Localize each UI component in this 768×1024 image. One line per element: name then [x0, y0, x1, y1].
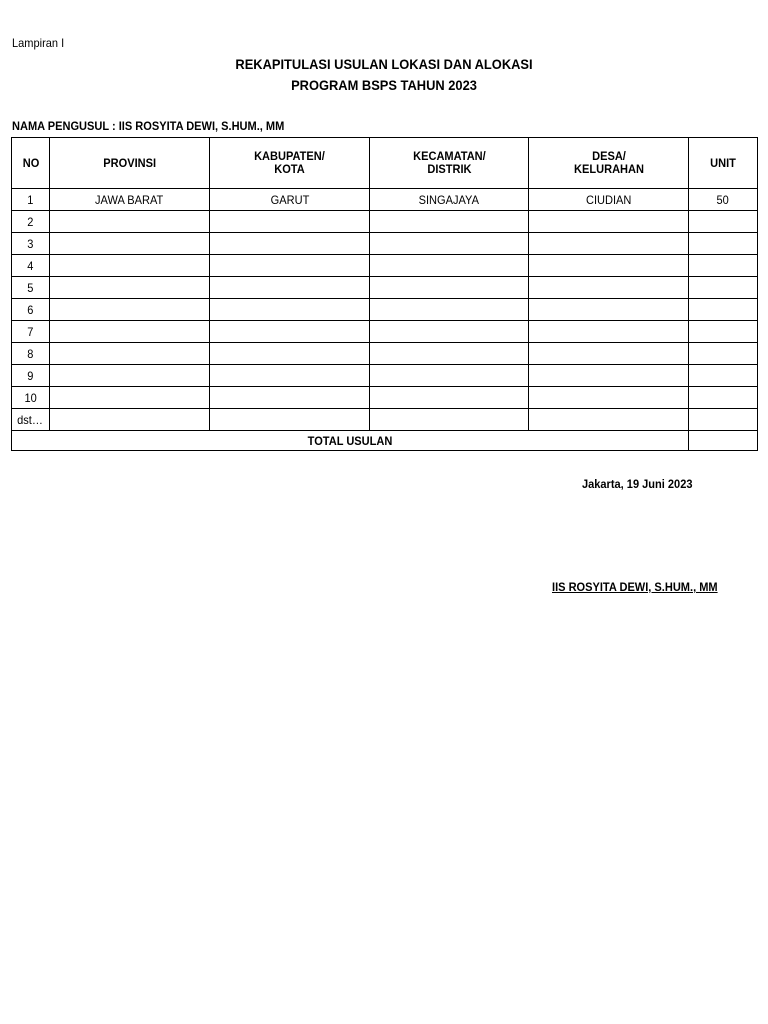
table-row	[12, 189, 758, 211]
total-row	[12, 431, 758, 451]
cell-no: 10	[12, 387, 50, 409]
cell-provinsi	[50, 255, 210, 277]
cell-kabupaten	[210, 299, 370, 321]
table-header-row	[12, 138, 758, 189]
cell-desa	[529, 211, 689, 233]
cell-provinsi: JAWA BARAT	[50, 189, 210, 211]
cell-kecamatan	[370, 299, 529, 321]
document-title-line1: REKAPITULASI USULAN LOKASI DAN ALOKASI	[235, 56, 533, 72]
cell-no: 6	[12, 299, 50, 321]
cell-kabupaten: GARUT	[210, 189, 370, 211]
cell-no: 7	[12, 321, 50, 343]
cell-provinsi	[50, 277, 210, 299]
cell-kecamatan	[370, 365, 529, 387]
cell-desa	[529, 277, 689, 299]
cell-desa	[529, 365, 689, 387]
cell-kecamatan	[370, 255, 529, 277]
cell-unit	[689, 299, 758, 321]
cell-no: 9	[12, 365, 50, 387]
cell-no: 1	[12, 189, 50, 211]
cell-desa	[529, 343, 689, 365]
cell-provinsi	[50, 321, 210, 343]
cell-unit	[689, 365, 758, 387]
cell-desa	[529, 409, 689, 431]
document-title-line2: PROGRAM BSPS TAHUN 2023	[291, 77, 477, 93]
total-value	[689, 431, 758, 451]
cell-kecamatan	[370, 277, 529, 299]
table-row	[12, 409, 758, 431]
signing-date: Jakarta, 19 Juni 2023	[582, 477, 693, 491]
attachment-label: Lampiran I	[12, 36, 65, 50]
cell-kabupaten	[210, 387, 370, 409]
cell-desa	[529, 299, 689, 321]
cell-no: 5	[12, 277, 50, 299]
cell-kecamatan: SINGAJAYA	[370, 189, 529, 211]
cell-provinsi	[50, 409, 210, 431]
signer-name: IIS ROSYITA DEWI, S.HUM., MM	[552, 580, 718, 594]
cell-kabupaten	[210, 321, 370, 343]
cell-provinsi	[50, 343, 210, 365]
cell-provinsi	[50, 211, 210, 233]
cell-unit	[689, 343, 758, 365]
table-body	[12, 189, 758, 431]
cell-unit	[689, 321, 758, 343]
cell-kabupaten	[210, 255, 370, 277]
cell-kabupaten	[210, 409, 370, 431]
cell-kecamatan	[370, 233, 529, 255]
cell-kecamatan	[370, 211, 529, 233]
cell-unit	[689, 233, 758, 255]
proposer-name: NAMA PENGUSUL : IIS ROSYITA DEWI, S.HUM., MM	[12, 119, 285, 133]
cell-kecamatan	[370, 409, 529, 431]
cell-unit	[689, 277, 758, 299]
cell-unit	[689, 409, 758, 431]
cell-desa	[529, 387, 689, 409]
cell-kabupaten	[210, 365, 370, 387]
cell-unit: 50	[689, 189, 758, 211]
cell-desa: CIUDIAN	[529, 189, 689, 211]
table-row	[12, 321, 758, 343]
cell-desa	[529, 233, 689, 255]
table-row	[12, 255, 758, 277]
cell-no: 2	[12, 211, 50, 233]
table-row	[12, 365, 758, 387]
column-header-kabupaten: KABUPATEN/ KOTA	[210, 138, 370, 189]
cell-desa	[529, 255, 689, 277]
column-header-kecamatan: KECAMATAN/ DISTRIK	[370, 138, 529, 189]
cell-no: 8	[12, 343, 50, 365]
cell-no: dst…	[12, 409, 50, 431]
recap-table	[11, 137, 758, 451]
column-header-unit: UNIT	[689, 138, 758, 189]
total-label: TOTAL USULAN	[12, 431, 689, 451]
column-header-provinsi: PROVINSI	[50, 138, 210, 189]
table-row	[12, 387, 758, 409]
table-row	[12, 211, 758, 233]
cell-no: 4	[12, 255, 50, 277]
cell-provinsi	[50, 233, 210, 255]
cell-kabupaten	[210, 343, 370, 365]
cell-kabupaten	[210, 277, 370, 299]
table-row	[12, 343, 758, 365]
table-row	[12, 299, 758, 321]
cell-unit	[689, 255, 758, 277]
cell-provinsi	[50, 365, 210, 387]
column-header-no: NO	[12, 138, 50, 189]
table-row	[12, 233, 758, 255]
cell-no: 3	[12, 233, 50, 255]
cell-kabupaten	[210, 211, 370, 233]
cell-unit	[689, 387, 758, 409]
cell-kecamatan	[370, 343, 529, 365]
column-header-desa: DESA/ KELURAHAN	[529, 138, 689, 189]
cell-unit	[689, 211, 758, 233]
cell-desa	[529, 321, 689, 343]
cell-kabupaten	[210, 233, 370, 255]
cell-kecamatan	[370, 387, 529, 409]
cell-kecamatan	[370, 321, 529, 343]
cell-provinsi	[50, 299, 210, 321]
cell-provinsi	[50, 387, 210, 409]
table-row	[12, 277, 758, 299]
